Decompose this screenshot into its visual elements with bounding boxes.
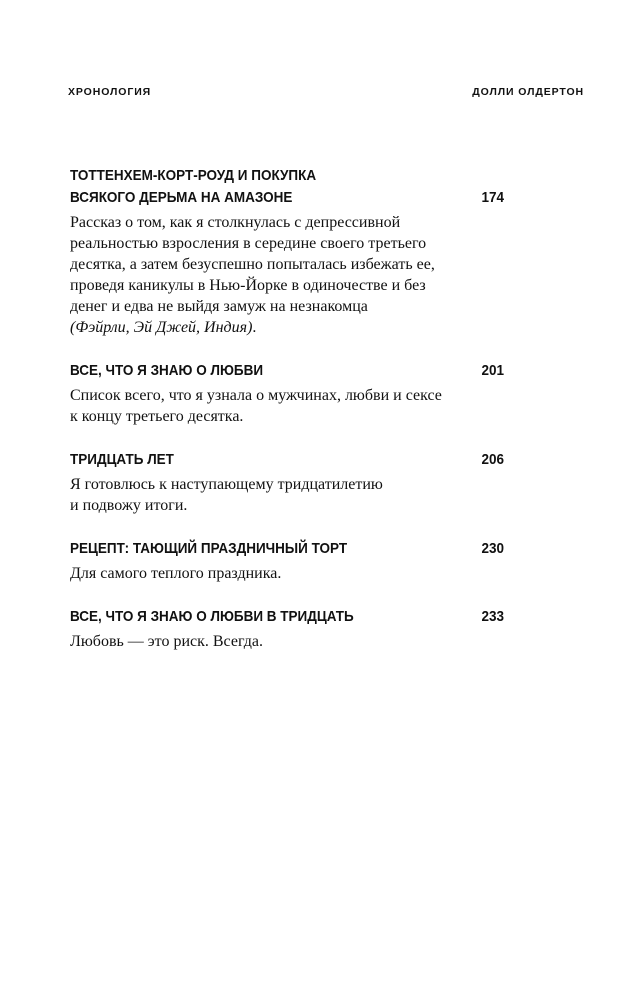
running-header-author: ДОЛЛИ ОЛДЕРТОН (472, 86, 584, 98)
toc-entry-description-line: и подвожу итоги. (70, 497, 188, 514)
toc-entry-description (70, 563, 504, 584)
toc-entry-description-line: Рассказ о том, как я столкнулась с депрессивной (70, 214, 401, 231)
toc-entry-title (70, 538, 347, 560)
toc-entry-description-line: проведя каникулы в Нью-Йорке в одиночестве и без (70, 277, 426, 294)
toc-entry-description (70, 474, 504, 516)
toc-entry-page-number: 230 (481, 540, 504, 557)
table-of-contents (70, 165, 504, 674)
toc-entry (70, 165, 504, 338)
toc-entry-page-number: 201 (481, 362, 504, 379)
running-header (68, 86, 584, 98)
toc-entry-head (70, 449, 504, 471)
toc-entry (70, 538, 504, 584)
toc-entry-title-line: ВСЕ, ЧТО Я ЗНАЮ О ЛЮБВИ (70, 362, 264, 379)
toc-entry-title (70, 449, 174, 471)
toc-entry-title-line: ТОТТЕНХЕМ-КОРТ-РОУД И ПОКУПКА (70, 167, 317, 184)
toc-entry (70, 360, 504, 427)
toc-entry-description-line: десятка, а затем безуспешно попыталась избежать ее, (70, 256, 435, 273)
toc-entry-head (70, 165, 504, 209)
toc-entry-head (70, 606, 504, 628)
toc-entry (70, 606, 504, 652)
toc-entry-description-names: (Фэйрли, Эй Джей, Индия) (70, 319, 253, 336)
toc-entry-head (70, 360, 504, 382)
toc-entry-title-line: ВСЯКОГО ДЕРЬМА НА АМАЗОНЕ (70, 189, 293, 206)
toc-entry-description-line (70, 317, 504, 338)
toc-entry-description (70, 212, 504, 338)
toc-entry-description-period: . (252, 319, 257, 336)
toc-entry-description (70, 631, 504, 652)
toc-entry-description-line: Я готовлюсь к наступающему тридцатилетию (70, 476, 383, 493)
toc-entry-title (70, 606, 354, 628)
toc-entry-description (70, 385, 504, 427)
toc-entry-title (70, 165, 316, 209)
toc-entry (70, 449, 504, 516)
toc-entry-description-line: Список всего, что я узнала о мужчинах, любви и сексе (70, 387, 442, 404)
toc-entry-title (70, 360, 263, 382)
toc-entry-description-line: Для самого теплого праздника. (70, 565, 282, 582)
toc-entry-description-line: к концу третьего десятка. (70, 408, 244, 425)
toc-entry-description-line: Любовь — это риск. Всегда. (70, 633, 263, 650)
toc-entry-title-line: РЕЦЕПТ: ТАЮЩИЙ ПРАЗДНИЧНЫЙ ТОРТ (70, 540, 348, 557)
running-header-section: ХРОНОЛОГИЯ (68, 86, 152, 98)
toc-entry-title-line: ВСЕ, ЧТО Я ЗНАЮ О ЛЮБВИ В ТРИДЦАТЬ (70, 608, 354, 625)
toc-entry-head (70, 538, 504, 560)
toc-entry-page-number: 174 (481, 189, 504, 206)
toc-entry-description-line: реальностью взросления в середине своего третьего (70, 235, 427, 252)
toc-entry-page-number: 206 (481, 451, 504, 468)
toc-entry-page-number: 233 (481, 608, 504, 625)
toc-entry-description-line: денег и едва не выйдя замуж на незнакомца (70, 298, 368, 315)
toc-entry-title-line: ТРИДЦАТЬ ЛЕТ (70, 451, 174, 468)
